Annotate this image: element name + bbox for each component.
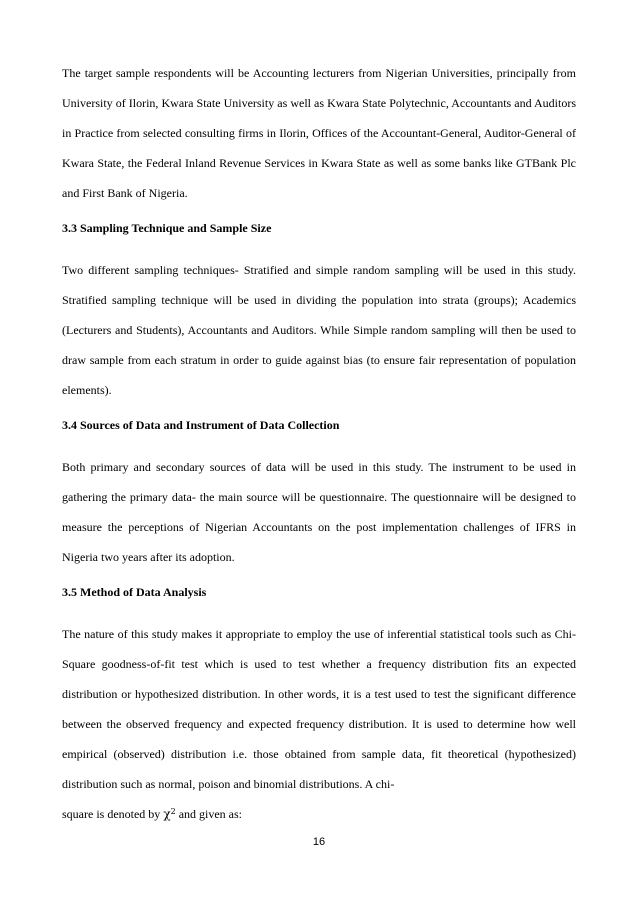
paragraph-target-sample: The target sample respondents will be Accounting lecturers from Nigerian Universities, principally from University of Ilorin, Kwara State University as well as Kwara State Polytechnic, Accountants and Auditors in Practice from selected consulting firms in Ilorin, Offices of the Accountant-General, Auditor-General of Kwara State, the Federal Inland Revenue Services in Kwara State as well as some banks like GTBank Plc and First Bank of Nigeria. — [62, 66, 576, 200]
chi-square-symbol — [163, 807, 175, 821]
paragraph-sources-of-data: Both primary and secondary sources of data will be used in this study. The instrument to be used in gathering the primary data- the main source will be questionnaire. The questionnaire will be designed to measure the perceptions of Nigerian Accountants on the post implementation challenges of IFRS in Nigeria two years after its adoption. — [62, 460, 576, 564]
page-content — [62, 58, 576, 829]
heading-method-of-analysis: 3.5 Method of Data Analysis — [62, 585, 207, 599]
heading-sampling-technique: 3.3 Sampling Technique and Sample Size — [62, 221, 272, 235]
chi-exponent: 2 — [170, 807, 176, 816]
paragraph-sampling-technique: Two different sampling techniques- Stratified and simple random sampling will be used in this study. Stratified sampling technique will be used in dividing the population into strata (groups); Academics (Lecturers and Students), Accountants and Auditors. While Simple random sampling will then be used to draw sample from each stratum in order to guide against bias (to ensure fair representation of population elements). — [62, 263, 576, 397]
page-number: 16 — [312, 836, 326, 848]
paragraph-method-of-analysis: The nature of this study makes it appropriate to employ the use of inferential statistical tools such as Chi-Square goodness-of-fit test which is used to test whether a frequency distribution fits an expected distribution or hypothesized distribution. In other words, it is a test used to test the significant difference between the observed frequency and expected frequency distribution. It is used to determine how well empirical (observed) distribution i.e. those obtained from sample data, fit theoretical (hypothesized) distribution such as normal, poison and binomial distributions. A chi- — [62, 627, 576, 791]
chi-square-line — [62, 799, 576, 829]
chi-letter: χ — [163, 807, 171, 821]
heading-sources-of-data: 3.4 Sources of Data and Instrument of Data Collection — [62, 418, 340, 432]
chi-line-suffix: and given as: — [178, 807, 243, 821]
chi-line-prefix: square is denoted by — [62, 807, 161, 821]
